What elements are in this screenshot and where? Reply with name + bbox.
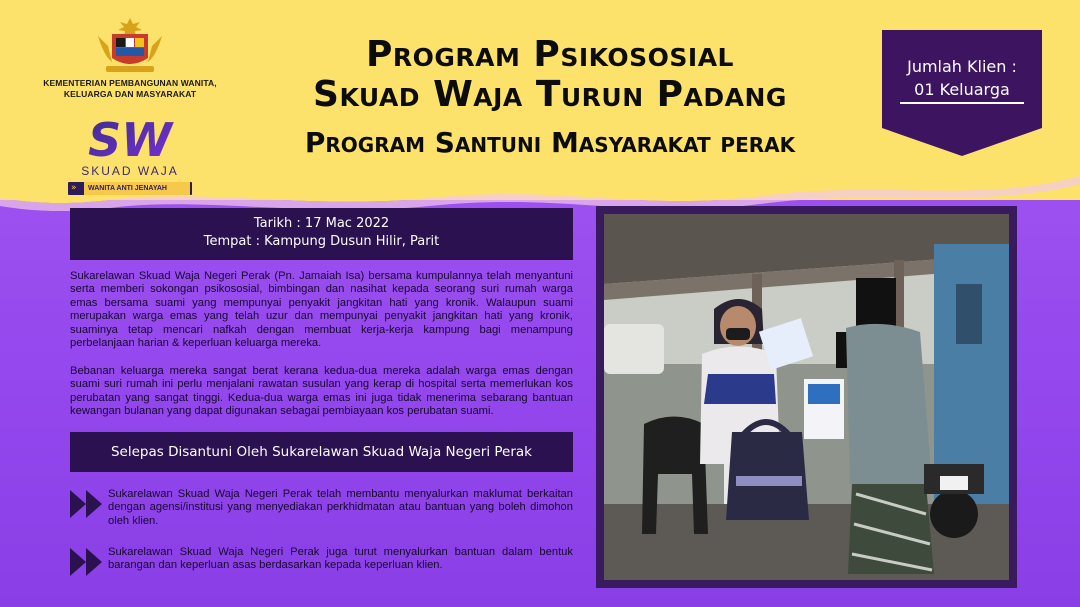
event-place: Tempat : Kampung Dusun Hilir, Parit (203, 234, 440, 249)
double-chevron-right-icon (70, 548, 104, 576)
svg-text:SW: SW (88, 114, 172, 162)
brand-tagline-bar (68, 182, 192, 195)
client-count-label: Jumlah Klien : (907, 57, 1017, 76)
paragraph-1: Sukarelawan Skuad Waja Negeri Perak (Pn. Jamaiah Isa) bersama kumpulannya telah menyantuni serta memberi sokongan psikososial, bimbingan dan nasihat kepada seorang suri rumah warga emas bersama suami yang mempunyai penyakit jangkitan hati yang kronik. Walaupun suami merupakan warga emas yang telah uzur dan mempunyai penyakit jangkitan hati yang kronik, suaminya tetap mencari nafkah dengan membuat kerja-kerja kampung bagi menampung perbelanjaan harian & keperluan keluarga mereka. (70, 270, 573, 350)
title-line-1: Program Psikososial (366, 34, 734, 75)
double-chevron-right-icon: » (71, 183, 77, 193)
event-date: Tarikh : 17 Mac 2022 (253, 216, 390, 231)
event-photo (604, 214, 1009, 580)
malaysia-crest-icon (90, 16, 170, 76)
brand-tagline: WANITA ANTI JENAYAH (84, 182, 190, 195)
bullet-text: Sukarelawan Skuad Waja Negeri Perak juga turut menyalurkan bantuan dalam bentuk barangan dan keperluan asas berdasarkan kepada keperluan klien. (108, 546, 573, 572)
brand-name: SKUAD WAJA (81, 164, 179, 178)
double-chevron-right-icon (70, 490, 104, 518)
client-count-value: 01 Keluarga (914, 80, 1010, 99)
event-info-box (70, 208, 573, 260)
client-count-underline (900, 102, 1024, 104)
skuad-waja-logo (78, 114, 182, 162)
after-section-heading: Selepas Disantuni Oleh Sukarelawan Skuad Waja Negeri Perak (70, 432, 573, 472)
title-line-3: Program Santuni Masyarakat perak (304, 126, 796, 159)
client-count-banner (882, 30, 1042, 160)
event-photo-frame (596, 206, 1017, 588)
ministry-name: KEMENTERIAN PEMBANGUNAN WANITA, KELUARGA DAN MASYARAKAT (43, 78, 217, 99)
title-line-2: Skuad Waja Turun Padang (313, 74, 787, 115)
paragraph-2: Bebanan keluarga mereka sangat berat kerana kedua-dua mereka adalah warga emas dengan suami suri rumah ini perlu menjalani rawatan susulan yang kerap di hospital serta memerlukan kos perubatan yang sangat tinggi. Kedua-dua warga emas ini juga tidak menerima sebarang bantuan kewangan bulanan yang dapat digunakan sebagai pembiayaan kos perubatan suami. (70, 365, 573, 418)
bullet-text: Sukarelawan Skuad Waja Negeri Perak telah membantu menyalurkan maklumat berkaitan dengan agensi/institusi yang menyediakan perkhidmatan atau bantuan yang boleh dimohon oleh klien. (108, 488, 573, 527)
